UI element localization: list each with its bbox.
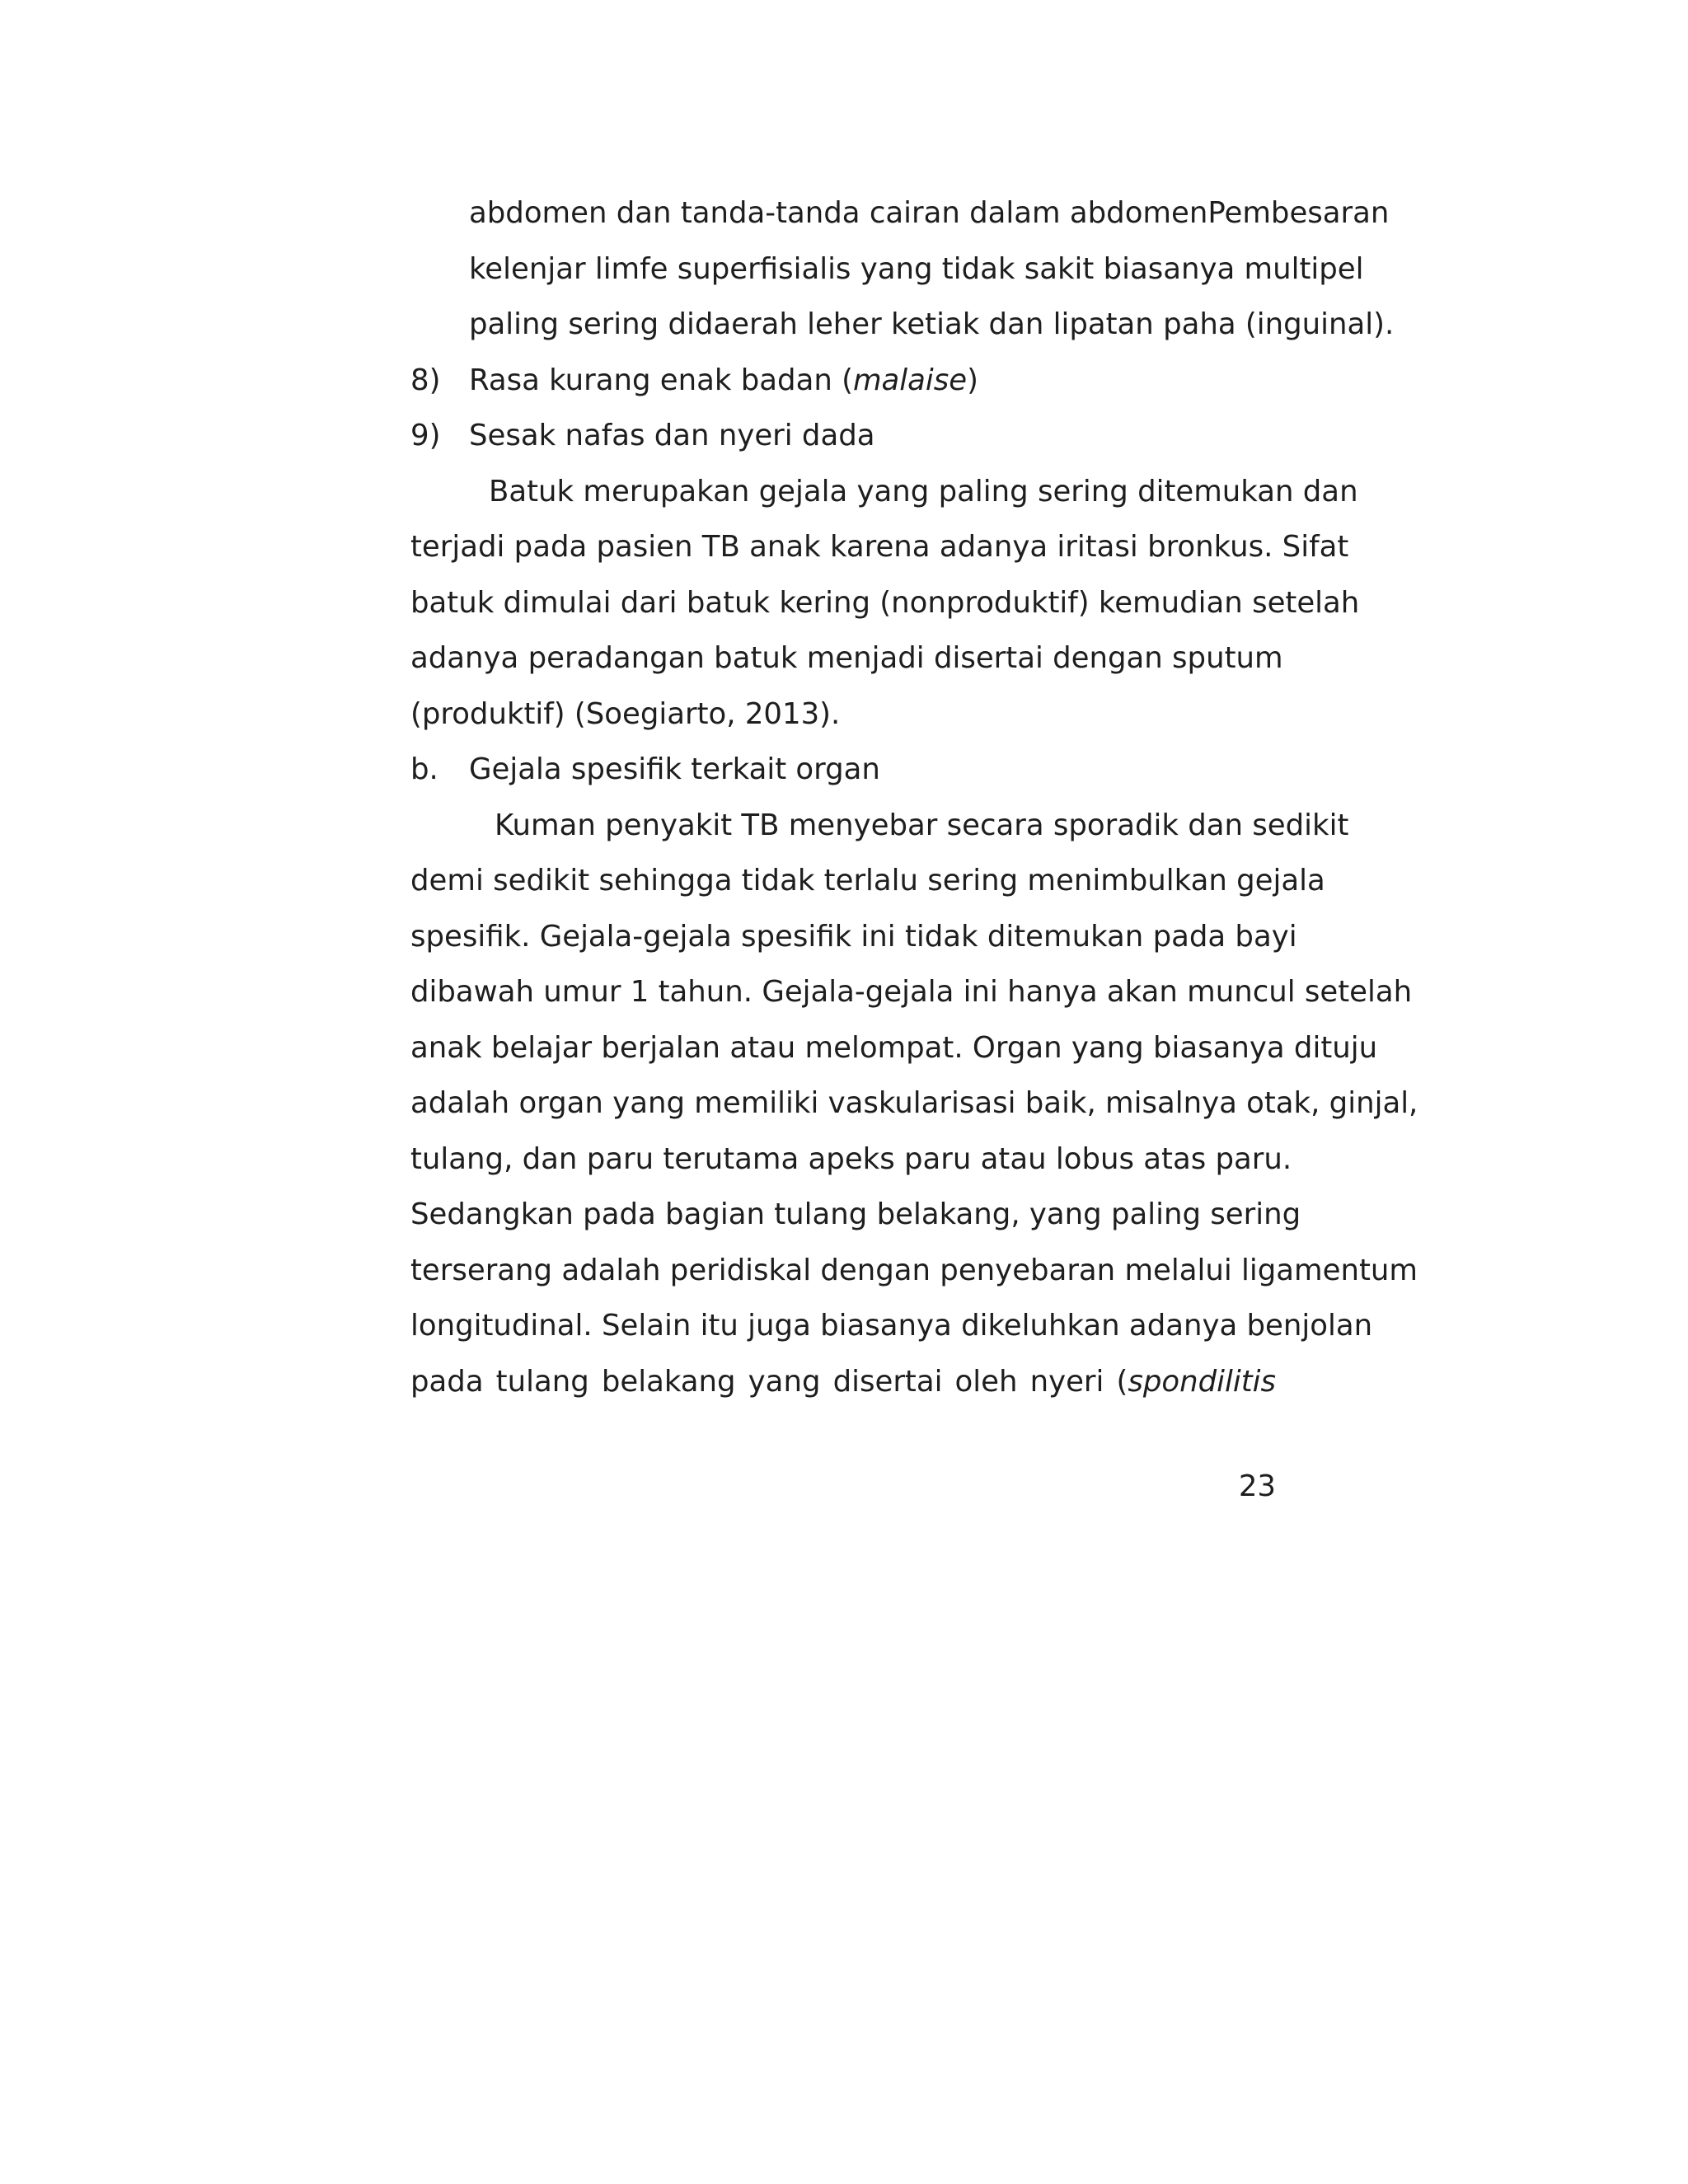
text-line: spesifik. Gejala-gejala spesifik ini tidak ditemukan pada bayi [410,919,1297,954]
text-line: Batuk merupakan gejala yang paling sering ditemukan dan [489,474,1358,509]
text-line: anak belajar berjalan atau melompat. Organ yang biasanya dituju [410,1030,1378,1065]
italic-term: malaise [852,363,968,397]
list-item-8 [410,353,1276,409]
list-item-9 [410,408,1276,464]
text-line: dibawah umur 1 tahun. Gejala-gejala ini hanya akan muncul setelah [410,975,1413,1009]
text-line: Kuman penyakit TB menyebar secara sporadik dan sedikit [495,808,1349,842]
list-item-text [469,353,1276,409]
subheading-text: Gejala spesifik terkait organ [469,752,880,786]
text-line: Sedangkan pada bagian tulang belakang, yang paling sering [410,1197,1301,1231]
list-item-text: Sesak nafas dan nyeri dada [469,419,875,452]
paragraph-organ-symptoms [410,798,1418,1410]
text-line: adanya peradangan batuk menjadi disertai dengan sputum [410,641,1283,675]
text-line: demi sedikit sehingga tidak terlalu sering menimbulkan gejala [410,864,1325,898]
list-marker: 8) [410,363,441,397]
text-line [410,1354,1276,1410]
text-line: adalah organ yang memiliki vaskularisasi baik, misalnya otak, ginjal, [410,1086,1418,1120]
list-item-continuation [410,185,1395,353]
paragraph-cough [410,464,1360,743]
text-line: paling sering didaerah leher ketiak dan lipatan paha (inguinal). [469,307,1395,341]
text-line: terjadi pada pasien TB anak karena adanya iritasi bronkus. Sifat [410,530,1349,564]
text-line: kelenjar limfe superfisialis yang tidak sakit biasanya multipel [469,251,1364,286]
text-span: ) [967,363,978,397]
text-line: (produktif) (Soegiarto, 2013). [410,696,841,731]
text-line: terserang adalah peridiskal dengan penyebaran melalui ligamentum [410,1253,1418,1287]
list-marker: b. [410,752,438,786]
body-text [410,185,1418,1409]
italic-term: spondilitis [1128,1364,1276,1399]
text-line: abdomen dan tanda-tanda cairan dalam abdomenPembesaran [469,196,1390,230]
text-line: tulang, dan paru terutama apeks paru atau lobus atas paru. [410,1141,1292,1176]
text-span: Rasa kurang enak badan ( [469,363,853,397]
text-line: batuk dimulai dari batuk kering (nonproduktif) kemudian setelah [410,585,1360,620]
subheading-b [410,742,1276,798]
page-number: 23 [1238,1469,1276,1503]
text-line: longitudinal. Selain itu juga biasanya dikeluhkan adanya benjolan [410,1309,1373,1343]
text-span: pada tulang belakang yang disertai oleh nyeri ( [410,1364,1128,1399]
list-marker: 9) [410,419,441,452]
